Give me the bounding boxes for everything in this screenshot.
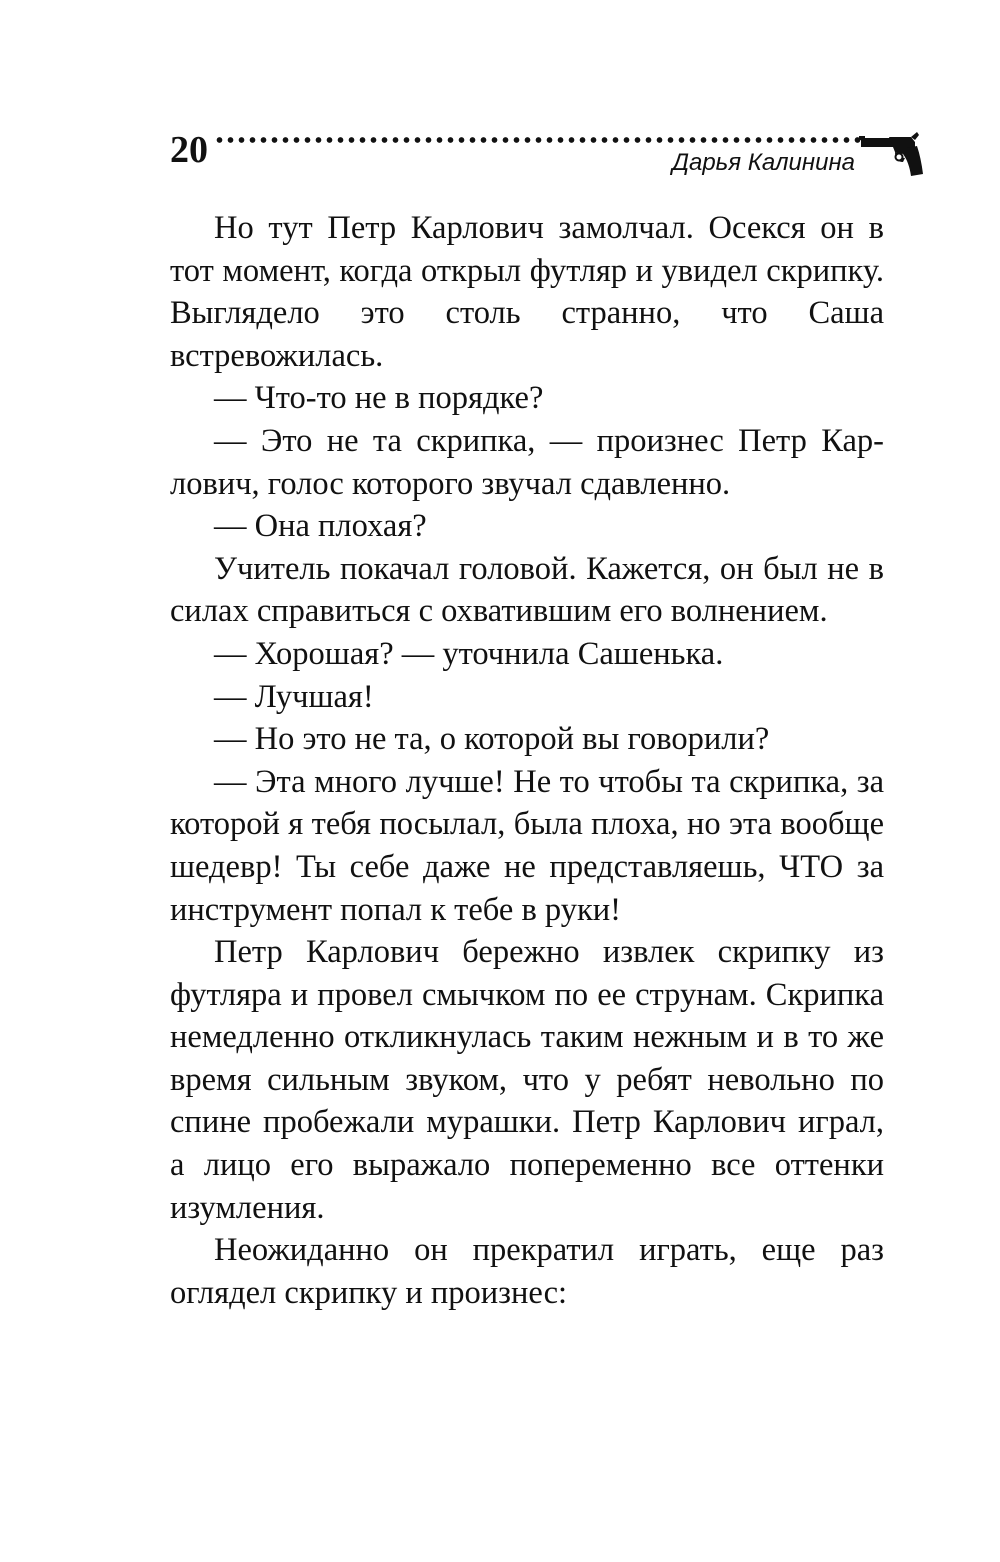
- author-name: Дарья Калинина: [672, 149, 855, 176]
- paragraph: — Лучшая!: [214, 678, 374, 715]
- paragraph: — Она плохая?: [214, 508, 427, 545]
- revolver-icon: [859, 128, 925, 178]
- paragraph: — Что-то не в порядке?: [214, 380, 544, 417]
- paragraph: — Хорошая? — уточнила Сашенька.: [214, 635, 724, 672]
- paragraph: — Но это не та, о которой вы говорили?: [214, 721, 770, 758]
- paragraph: Неожиданно он прекратил играть, еще раз оглядел скрипку и произнес:: [170, 1232, 884, 1311]
- running-header: [170, 120, 925, 190]
- paragraph: Учитель покачал головой. Кажется, он был не в силах справиться с охватившим его волнением.: [170, 550, 884, 630]
- paragraph: — Эта много лучше! Не то чтобы та скрипка, за которой я тебя посылал, была плоха, но эта вообще шедевр! Ты себе даже не представляешь, ЧТО за инструмент попал к тебе в руки!: [170, 763, 884, 928]
- paragraph: — Это не та скрипка, — произнес Петр Карлович, голос которого звучал сдавленно.: [170, 422, 884, 502]
- paragraph: Но тут Петр Карлович замолчал. Осекся он в тот момент, когда открыл футляр и увидел скрипку. Выглядело это столь странно, что Саша встревожилась.: [170, 210, 884, 374]
- dotted-leader: [214, 136, 862, 144]
- page-number: 20: [170, 129, 208, 171]
- paragraph: Петр Карлович бережно извлек скрипку из футляра и провел смычком по ее струнам. Скрипка немедленно откликнулась таким нежным и в то же время сильным звуком, что у ребят невольно по спине пробежали мурашки. Петр Карлович играл, а лицо его выражало попеременно все оттенки изумления.: [170, 934, 884, 1226]
- body-text: [170, 207, 884, 1314]
